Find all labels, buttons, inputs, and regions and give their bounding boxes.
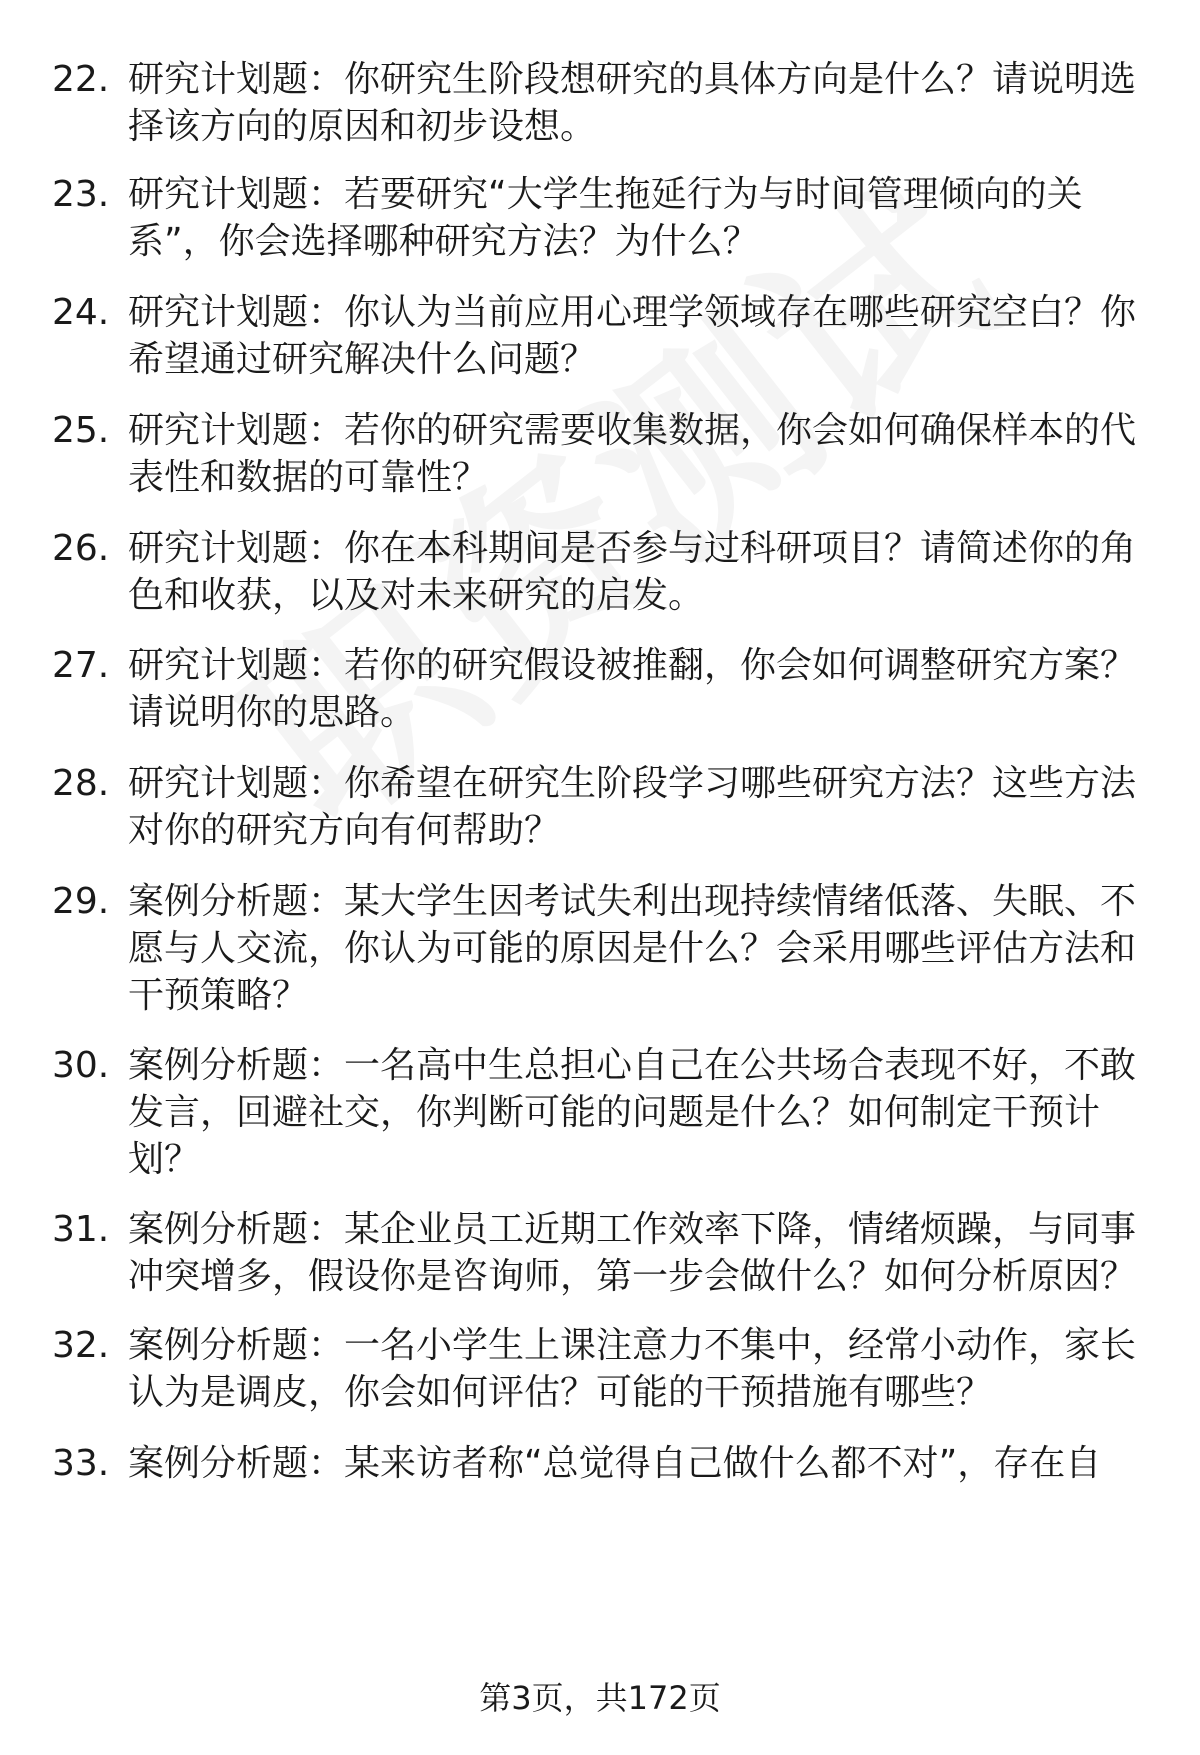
page-number: 第3页，共172页 <box>479 1679 721 1717</box>
item-text: 研究计划题：若要研究“大学生拖延行为与时间管理倾向的关系”，你会选择哪种研究方法？为什么？ <box>128 174 1083 262</box>
item-text: 研究计划题：你希望在研究生阶段学习哪些研究方法？这些方法对你的研究方向有何帮助？ <box>128 763 1137 851</box>
item-text: 案例分析题：一名小学生上课注意力不集中，经常小动作，家长认为是调皮，你会如何评估？可能的干预措施有哪些？ <box>128 1325 1137 1413</box>
item-number: 28. <box>52 763 110 804</box>
item-number: 26. <box>52 528 110 569</box>
item-number: 30. <box>52 1045 110 1086</box>
item-text: 研究计划题：你研究生阶段想研究的具体方向是什么？请说明选择该方向的原因和初步设想。 <box>128 59 1137 147</box>
item-text: 研究计划题：你认为当前应用心理学领域存在哪些研究空白？你希望通过研究解决什么问题？ <box>128 292 1137 380</box>
item-text: 案例分析题：某企业员工近期工作效率下降，情绪烦躁，与同事冲突增多，假设你是咨询师，第一步会做什么？如何分析原因？ <box>128 1209 1137 1297</box>
item-text: 案例分析题：某来访者称“总觉得自己做什么都不对”，存在自 <box>128 1443 1102 1484</box>
item-number: 32. <box>52 1325 110 1366</box>
item-text: 研究计划题：若你的研究假设被推翻，你会如何调整研究方案？请说明你的思路。 <box>128 645 1137 733</box>
item-text: 案例分析题：某大学生因考试失利出现持续情绪低落、失眠、不愿与人交流，你认为可能的原因是什么？会采用哪些评估方法和干预策略？ <box>128 881 1137 1016</box>
item-number: 22. <box>52 59 110 100</box>
item-number: 25. <box>52 410 110 451</box>
item-text: 案例分析题：一名高中生总担心自己在公共场合表现不好，不敢发言，回避社交，你判断可能的问题是什么？如何制定干预计划？ <box>128 1045 1137 1180</box>
item-number: 29. <box>52 881 110 922</box>
item-number: 27. <box>52 645 110 686</box>
item-number: 33. <box>52 1443 110 1484</box>
item-number: 23. <box>52 174 110 215</box>
item-text: 研究计划题：你在本科期间是否参与过科研项目？请简述你的角色和收获，以及对未来研究的启发。 <box>128 528 1137 616</box>
item-number: 24. <box>52 292 110 333</box>
item-text: 研究计划题：若你的研究需要收集数据，你会如何确保样本的代表性和数据的可靠性？ <box>128 410 1137 498</box>
item-number: 31. <box>52 1209 110 1250</box>
